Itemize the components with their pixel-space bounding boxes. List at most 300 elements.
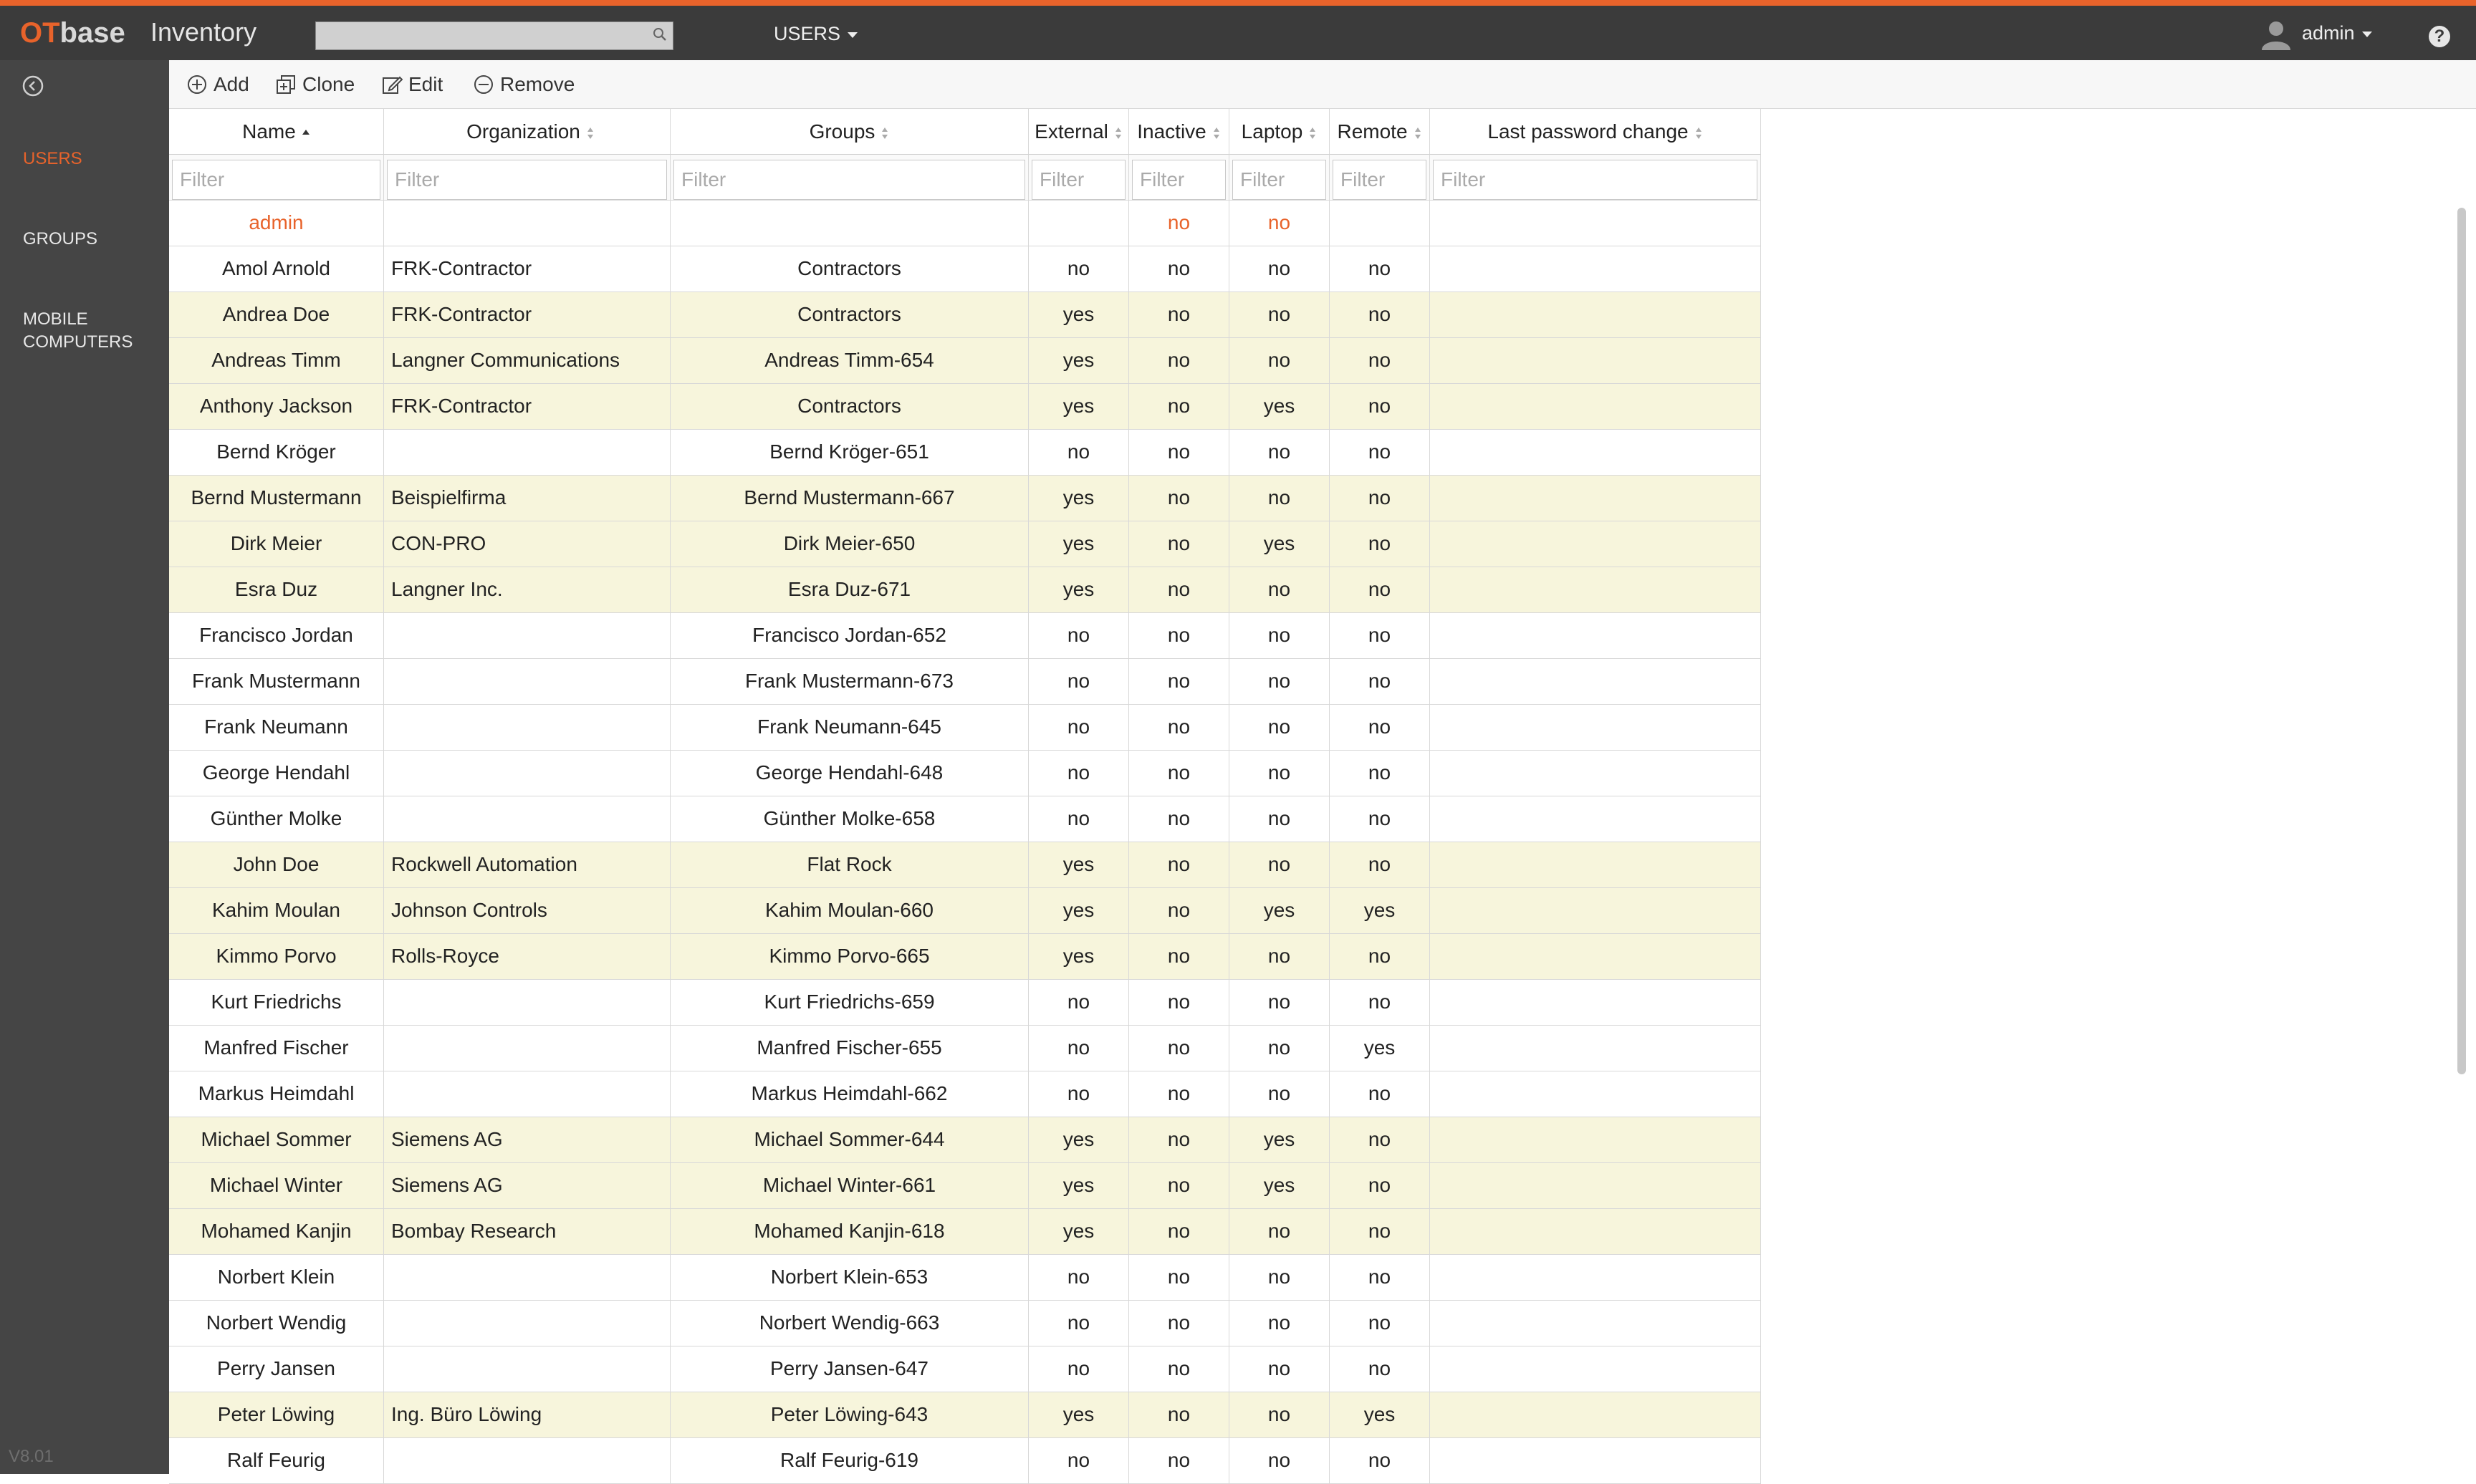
groups-cell: Contractors <box>671 384 1029 430</box>
table-row[interactable] <box>169 796 1761 842</box>
remote-cell: no <box>1330 980 1430 1026</box>
last-password-change-cell <box>1430 292 1761 338</box>
remote-cell: no <box>1330 613 1430 659</box>
organization-cell <box>384 1301 671 1346</box>
name-cell: Dirk Meier <box>169 521 384 567</box>
top-accent-line <box>0 0 2476 6</box>
last-password-change-cell <box>1430 796 1761 842</box>
remove-label: Remove <box>500 73 575 95</box>
organization-filter-input[interactable] <box>387 160 667 200</box>
name-cell: John Doe <box>169 842 384 888</box>
last-password-change-cell <box>1430 521 1761 567</box>
laptop-cell: yes <box>1229 1117 1330 1163</box>
organization-cell: Siemens AG <box>384 1117 671 1163</box>
groups-filter-input[interactable] <box>673 160 1025 200</box>
organization-cell: Rockwell Automation <box>384 842 671 888</box>
groups-cell: Bernd Kröger-651 <box>671 430 1029 476</box>
groups-cell <box>671 201 1029 246</box>
name-cell: Esra Duz <box>169 567 384 613</box>
column-header-remote[interactable] <box>1330 109 1430 155</box>
table-row[interactable] <box>169 1438 1761 1484</box>
laptop-cell: no <box>1229 980 1330 1026</box>
sidebar <box>0 60 169 1474</box>
laptop-cell: no <box>1229 1438 1330 1484</box>
laptop-cell: no <box>1229 1026 1330 1071</box>
column-header-name[interactable] <box>169 109 384 155</box>
last-password-change-cell <box>1430 980 1761 1026</box>
top-bar <box>0 6 2476 60</box>
clone-button[interactable] <box>275 72 355 97</box>
organization-cell <box>384 980 671 1026</box>
last-password-change-cell <box>1430 1255 1761 1301</box>
external-cell: yes <box>1029 934 1129 980</box>
last-password-change-cell <box>1430 1071 1761 1117</box>
laptop-cell: no <box>1229 1301 1330 1346</box>
laptop-cell: yes <box>1229 384 1330 430</box>
chevron-down-icon <box>848 32 858 38</box>
groups-cell: Manfred Fischer-655 <box>671 1026 1029 1071</box>
table-row[interactable] <box>169 888 1761 934</box>
inactive-cell: no <box>1129 1346 1229 1392</box>
table-row[interactable] <box>169 1392 1761 1438</box>
last-password-change-cell <box>1430 384 1761 430</box>
collapse-sidebar-icon[interactable] <box>21 74 44 97</box>
remote-cell: no <box>1330 842 1430 888</box>
last-password-change-cell <box>1430 613 1761 659</box>
name-cell: Manfred Fischer <box>169 1026 384 1071</box>
table-row[interactable] <box>169 430 1761 476</box>
inactive-cell: no <box>1129 980 1229 1026</box>
laptop-cell: no <box>1229 842 1330 888</box>
logo-ot-text: OT <box>20 17 60 49</box>
laptop-cell: no <box>1229 659 1330 705</box>
filter-cell <box>1330 155 1430 201</box>
table-row[interactable] <box>169 476 1761 521</box>
sidebar-item-label: MOBILE <box>23 309 88 329</box>
inactive-cell: no <box>1129 888 1229 934</box>
remote-cell: no <box>1330 521 1430 567</box>
last-password-change-cell <box>1430 1392 1761 1438</box>
search-icon[interactable] <box>653 27 667 42</box>
remote-cell: no <box>1330 430 1430 476</box>
last-password-change-cell <box>1430 842 1761 888</box>
last-password-change-cell <box>1430 659 1761 705</box>
organization-cell: Rolls-Royce <box>384 934 671 980</box>
groups-cell: Perry Jansen-647 <box>671 1346 1029 1392</box>
laptop-cell: no <box>1229 567 1330 613</box>
external-cell: yes <box>1029 888 1129 934</box>
column-header-label: Groups <box>809 120 875 143</box>
inactive-cell: no <box>1129 246 1229 292</box>
groups-cell: Kurt Friedrichs-659 <box>671 980 1029 1026</box>
app-title: Inventory <box>150 17 257 47</box>
external-cell: yes <box>1029 1117 1129 1163</box>
name-cell: Ralf Feurig <box>169 1438 384 1484</box>
remote-cell: no <box>1330 476 1430 521</box>
external-cell: yes <box>1029 521 1129 567</box>
external-cell: yes <box>1029 292 1129 338</box>
inactive-cell: no <box>1129 842 1229 888</box>
laptop-cell: yes <box>1229 521 1330 567</box>
last-password-change-cell <box>1430 1209 1761 1255</box>
remote-cell: yes <box>1330 1026 1430 1071</box>
name-cell: Norbert Wendig <box>169 1301 384 1346</box>
filter-cell <box>1229 155 1330 201</box>
external-cell: no <box>1029 659 1129 705</box>
name-cell: Bernd Mustermann <box>169 476 384 521</box>
organization-cell: Bombay Research <box>384 1209 671 1255</box>
inactive-cell: no <box>1129 613 1229 659</box>
external-cell: no <box>1029 751 1129 796</box>
module-menu-dropdown[interactable] <box>774 23 858 45</box>
table-row[interactable] <box>169 613 1761 659</box>
table-row[interactable] <box>169 384 1761 430</box>
column-header-label: External <box>1035 120 1108 143</box>
laptop-cell: no <box>1229 751 1330 796</box>
external-cell: no <box>1029 246 1129 292</box>
groups-cell: Günther Molke-658 <box>671 796 1029 842</box>
remote-cell: no <box>1330 705 1430 751</box>
groups-cell: George Hendahl-648 <box>671 751 1029 796</box>
remote-cell: no <box>1330 1346 1430 1392</box>
groups-cell: Norbert Klein-653 <box>671 1255 1029 1301</box>
remote-cell: no <box>1330 338 1430 384</box>
version-label: V8.01 <box>9 1447 54 1466</box>
remote-cell: no <box>1330 1438 1430 1484</box>
filter-cell <box>384 155 671 201</box>
groups-cell: Francisco Jordan-652 <box>671 613 1029 659</box>
laptop-cell: yes <box>1229 1163 1330 1209</box>
table-row[interactable] <box>169 1071 1761 1117</box>
organization-cell <box>384 796 671 842</box>
remote-cell: no <box>1330 384 1430 430</box>
column-header-label: Remote <box>1337 120 1408 143</box>
inactive-cell: no <box>1129 1117 1229 1163</box>
table-row[interactable] <box>169 1117 1761 1163</box>
user-menu-dropdown[interactable] <box>2260 19 2372 50</box>
external-filter-input[interactable] <box>1032 160 1126 200</box>
laptop-cell: yes <box>1229 888 1330 934</box>
last-password-change-cell <box>1430 1301 1761 1346</box>
column-header-label: Organization <box>466 120 580 143</box>
toolbar <box>169 60 2476 109</box>
table-filter-row <box>169 155 1761 201</box>
table-scrollbar[interactable] <box>2453 201 2470 1474</box>
last-password-change-cell <box>1430 1163 1761 1209</box>
organization-cell <box>384 1438 671 1484</box>
name-cell: Peter Löwing <box>169 1392 384 1438</box>
name-cell: Günther Molke <box>169 796 384 842</box>
last-password-change-cell <box>1430 1438 1761 1484</box>
remote-cell: no <box>1330 1255 1430 1301</box>
last-password-change-cell <box>1430 430 1761 476</box>
groups-cell: Ralf Feurig-619 <box>671 1438 1029 1484</box>
groups-cell: Flat Rock <box>671 842 1029 888</box>
table-row[interactable] <box>169 751 1761 796</box>
groups-cell: Michael Winter-661 <box>671 1163 1029 1209</box>
laptop-filter-input[interactable] <box>1232 160 1326 200</box>
edit-pencil-icon <box>381 74 403 95</box>
user-avatar-icon <box>2260 19 2292 50</box>
help-icon[interactable]: ? <box>2429 26 2450 47</box>
last-password-change-cell <box>1430 888 1761 934</box>
name-cell: Kimmo Porvo <box>169 934 384 980</box>
inactive-cell: no <box>1129 201 1229 246</box>
organization-cell: FRK-Contractor <box>384 292 671 338</box>
table-row[interactable] <box>169 567 1761 613</box>
remote-cell: no <box>1330 796 1430 842</box>
laptop-cell: no <box>1229 1346 1330 1392</box>
table-row[interactable] <box>169 292 1761 338</box>
name-cell: admin <box>169 201 384 246</box>
table-row[interactable] <box>169 201 1761 246</box>
external-cell: no <box>1029 1301 1129 1346</box>
table-row[interactable] <box>169 1346 1761 1392</box>
inactive-cell: no <box>1129 430 1229 476</box>
organization-cell <box>384 1071 671 1117</box>
name-cell: Michael Sommer <box>169 1117 384 1163</box>
inactive-cell: no <box>1129 1438 1229 1484</box>
last-password-change-cell <box>1430 934 1761 980</box>
scrollbar-thumb[interactable] <box>2457 208 2466 1074</box>
last-password-change-cell <box>1430 246 1761 292</box>
edit-label: Edit <box>408 73 443 95</box>
organization-cell <box>384 659 671 705</box>
inactive-cell: no <box>1129 751 1229 796</box>
table-row[interactable] <box>169 705 1761 751</box>
organization-cell <box>384 201 671 246</box>
name-cell: Anthony Jackson <box>169 384 384 430</box>
table-row[interactable] <box>169 1163 1761 1209</box>
groups-cell: Norbert Wendig-663 <box>671 1301 1029 1346</box>
inactive-cell: no <box>1129 1026 1229 1071</box>
laptop-cell: no <box>1229 430 1330 476</box>
groups-cell: Dirk Meier-650 <box>671 521 1029 567</box>
app-logo[interactable] <box>20 17 125 49</box>
external-cell: no <box>1029 980 1129 1026</box>
table-header-row <box>169 109 1761 155</box>
inactive-cell: no <box>1129 934 1229 980</box>
inactive-cell: no <box>1129 521 1229 567</box>
name-cell: Francisco Jordan <box>169 613 384 659</box>
sort-icon <box>1212 127 1221 140</box>
organization-cell: Langner Inc. <box>384 567 671 613</box>
organization-cell: Beispielfirma <box>384 476 671 521</box>
remote-cell: no <box>1330 246 1430 292</box>
laptop-cell: no <box>1229 796 1330 842</box>
sort-icon <box>880 127 889 140</box>
groups-cell: Kimmo Porvo-665 <box>671 934 1029 980</box>
remote-cell: no <box>1330 1209 1430 1255</box>
search-input[interactable] <box>315 21 673 50</box>
external-cell: no <box>1029 1438 1129 1484</box>
inactive-cell: no <box>1129 1163 1229 1209</box>
name-cell: Andrea Doe <box>169 292 384 338</box>
groups-cell: Frank Neumann-645 <box>671 705 1029 751</box>
inactive-cell: no <box>1129 292 1229 338</box>
external-cell: no <box>1029 1255 1129 1301</box>
external-cell: no <box>1029 1071 1129 1117</box>
sidebar-item-label: COMPUTERS <box>23 332 133 352</box>
sort-icon <box>1694 127 1703 140</box>
laptop-cell: no <box>1229 201 1330 246</box>
last-password-change-cell <box>1430 476 1761 521</box>
inactive-cell: no <box>1129 476 1229 521</box>
column-header-laptop[interactable] <box>1229 109 1330 155</box>
groups-cell: Peter Löwing-643 <box>671 1392 1029 1438</box>
column-header-organization[interactable] <box>384 109 671 155</box>
table-row[interactable] <box>169 980 1761 1026</box>
groups-cell: Andreas Timm-654 <box>671 338 1029 384</box>
remote-cell: no <box>1330 567 1430 613</box>
filter-cell <box>671 155 1029 201</box>
laptop-cell: no <box>1229 246 1330 292</box>
inactive-cell: no <box>1129 796 1229 842</box>
organization-cell <box>384 751 671 796</box>
organization-cell: FRK-Contractor <box>384 384 671 430</box>
column-header-label: Name <box>242 120 296 143</box>
table-row[interactable] <box>169 934 1761 980</box>
name-cell: Kahim Moulan <box>169 888 384 934</box>
remote-cell: yes <box>1330 888 1430 934</box>
add-button[interactable] <box>186 72 249 97</box>
laptop-cell: no <box>1229 292 1330 338</box>
name-cell: Frank Mustermann <box>169 659 384 705</box>
logo-base-text: base <box>59 17 125 49</box>
column-header-label: Inactive <box>1137 120 1206 143</box>
name-cell: Mohamed Kanjin <box>169 1209 384 1255</box>
table-row[interactable] <box>169 246 1761 292</box>
table-row[interactable] <box>169 1209 1761 1255</box>
inactive-cell: no <box>1129 567 1229 613</box>
groups-cell: Contractors <box>671 292 1029 338</box>
organization-cell <box>384 705 671 751</box>
organization-cell: Johnson Controls <box>384 888 671 934</box>
laptop-cell: no <box>1229 338 1330 384</box>
external-cell: yes <box>1029 1209 1129 1255</box>
column-header-label: Laptop <box>1241 120 1303 143</box>
organization-cell: Langner Communications <box>384 338 671 384</box>
inactive-cell: no <box>1129 1071 1229 1117</box>
sort-icon <box>1308 127 1317 140</box>
user-name: admin <box>2302 22 2355 44</box>
last-password-change-cell <box>1430 201 1761 246</box>
laptop-cell: no <box>1229 1392 1330 1438</box>
remote-cell: no <box>1330 292 1430 338</box>
table-row[interactable] <box>169 842 1761 888</box>
filter-cell <box>1029 155 1129 201</box>
name-cell: Andreas Timm <box>169 338 384 384</box>
plus-circle-icon <box>186 74 208 95</box>
groups-cell: Kahim Moulan-660 <box>671 888 1029 934</box>
external-cell: yes <box>1029 842 1129 888</box>
organization-cell <box>384 1255 671 1301</box>
groups-cell: Mohamed Kanjin-618 <box>671 1209 1029 1255</box>
table-row[interactable] <box>169 659 1761 705</box>
table-row[interactable] <box>169 338 1761 384</box>
organization-cell <box>384 430 671 476</box>
groups-cell: Markus Heimdahl-662 <box>671 1071 1029 1117</box>
name-cell: Bernd Kröger <box>169 430 384 476</box>
inactive-filter-input[interactable] <box>1132 160 1226 200</box>
table-row[interactable] <box>169 521 1761 567</box>
name-cell: Kurt Friedrichs <box>169 980 384 1026</box>
name-cell: George Hendahl <box>169 751 384 796</box>
column-header-inactive[interactable] <box>1129 109 1229 155</box>
column-header-groups[interactable] <box>671 109 1029 155</box>
filter-cell <box>1129 155 1229 201</box>
external-cell: no <box>1029 613 1129 659</box>
chevron-down-icon <box>2362 32 2372 37</box>
table-row[interactable] <box>169 1301 1761 1346</box>
organization-cell: Ing. Büro Löwing <box>384 1392 671 1438</box>
laptop-cell: no <box>1229 1071 1330 1117</box>
last-password-change-filter-input[interactable] <box>1433 160 1757 200</box>
groups-cell: Michael Sommer-644 <box>671 1117 1029 1163</box>
remote-cell: no <box>1330 1117 1430 1163</box>
last-password-change-cell <box>1430 338 1761 384</box>
external-cell: yes <box>1029 384 1129 430</box>
column-header-last-password-change[interactable] <box>1430 109 1761 155</box>
sidebar-item-mobile-computers[interactable] <box>23 308 133 354</box>
name-filter-input[interactable] <box>172 160 380 200</box>
remote-cell: no <box>1330 1071 1430 1117</box>
sort-icon <box>1414 127 1422 140</box>
remote-filter-input[interactable] <box>1333 160 1426 200</box>
column-header-label: Last password change <box>1487 120 1689 143</box>
external-cell: no <box>1029 1026 1129 1071</box>
organization-cell: FRK-Contractor <box>384 246 671 292</box>
external-cell: yes <box>1029 476 1129 521</box>
inactive-cell: no <box>1129 1392 1229 1438</box>
organization-cell <box>384 1346 671 1392</box>
groups-cell: Contractors <box>671 246 1029 292</box>
organization-cell: CON-PRO <box>384 521 671 567</box>
table-row[interactable] <box>169 1255 1761 1301</box>
external-cell <box>1029 201 1129 246</box>
organization-cell: Siemens AG <box>384 1163 671 1209</box>
sidebar-item-users[interactable]: USERS <box>23 149 82 168</box>
remote-cell: no <box>1330 1163 1430 1209</box>
external-cell: yes <box>1029 1163 1129 1209</box>
column-header-external[interactable] <box>1029 109 1129 155</box>
external-cell: no <box>1029 796 1129 842</box>
last-password-change-cell <box>1430 1117 1761 1163</box>
external-cell: yes <box>1029 567 1129 613</box>
last-password-change-cell <box>1430 567 1761 613</box>
groups-cell: Frank Mustermann-673 <box>671 659 1029 705</box>
inactive-cell: no <box>1129 659 1229 705</box>
organization-cell <box>384 613 671 659</box>
sidebar-item-groups[interactable]: GROUPS <box>23 229 98 249</box>
remove-button[interactable] <box>473 72 575 97</box>
external-cell: yes <box>1029 1392 1129 1438</box>
module-menu-label: USERS <box>774 23 841 44</box>
minus-circle-icon <box>473 74 494 95</box>
remote-cell: no <box>1330 751 1430 796</box>
add-label: Add <box>213 73 249 95</box>
edit-button[interactable] <box>381 72 443 97</box>
table-row[interactable] <box>169 1026 1761 1071</box>
external-cell: no <box>1029 705 1129 751</box>
inactive-cell: no <box>1129 384 1229 430</box>
sort-icon <box>1114 127 1123 140</box>
remote-cell: yes <box>1330 1392 1430 1438</box>
name-cell: Norbert Klein <box>169 1255 384 1301</box>
organization-cell <box>384 1026 671 1071</box>
remote-cell: no <box>1330 934 1430 980</box>
inactive-cell: no <box>1129 1255 1229 1301</box>
